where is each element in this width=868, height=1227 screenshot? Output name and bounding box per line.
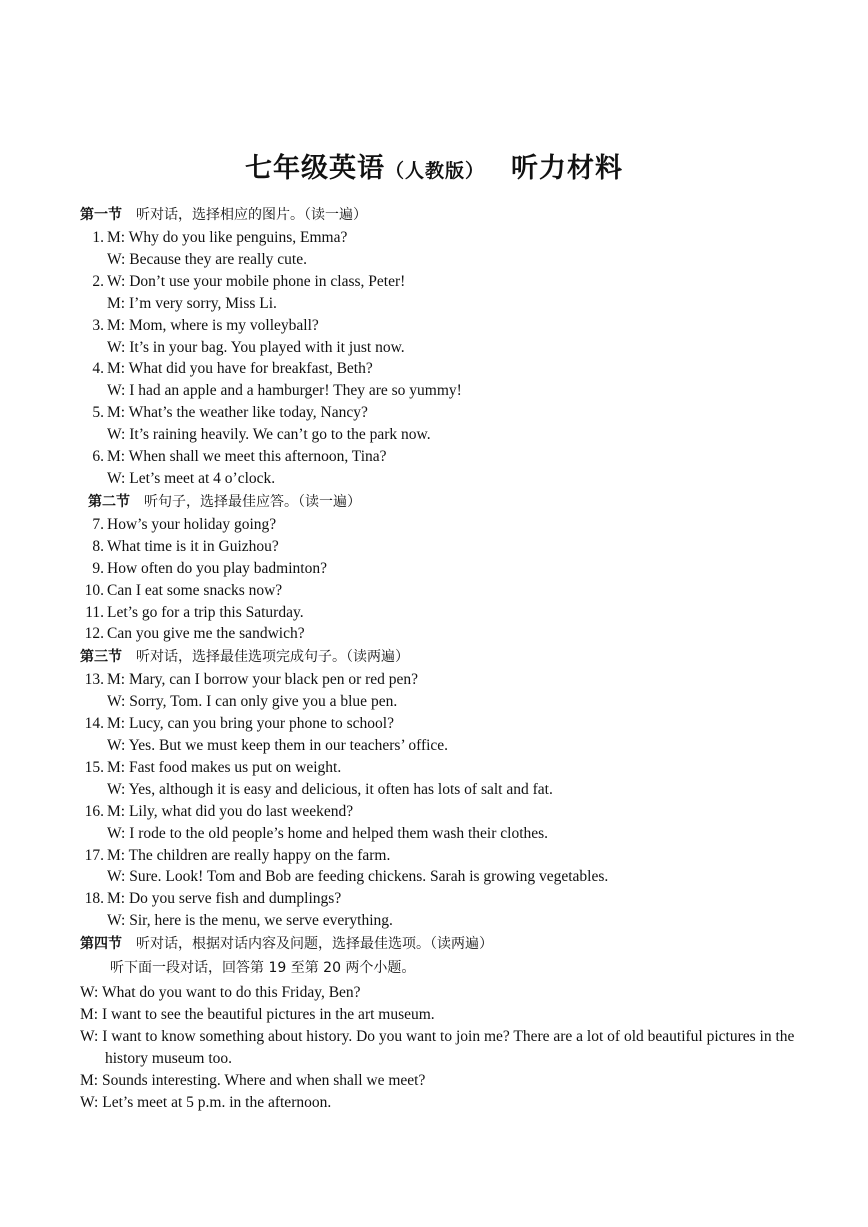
item-number: 14. bbox=[84, 715, 104, 733]
item-line: M: Do you serve fish and dumplings? bbox=[107, 890, 342, 908]
title-edition: （人教版） bbox=[384, 161, 485, 182]
item-line: W: Don’t use your mobile phone in class, Peter! bbox=[107, 272, 406, 290]
item-line: W: Yes. But we must keep them in our teachers’ office. bbox=[107, 737, 449, 755]
item-number: 10. bbox=[84, 581, 104, 599]
item-line: M: What’s the weather like today, Nancy? bbox=[107, 404, 368, 422]
section-1-header bbox=[80, 203, 800, 227]
item-line: M: Lily, what did you do last weekend? bbox=[107, 802, 354, 820]
section-2-header bbox=[80, 490, 800, 514]
item-number: 5. bbox=[92, 404, 104, 422]
item-line: W: It’s in your bag. You played with it just now. bbox=[107, 338, 405, 356]
section-2-instruction: 听句子，选择最佳应答。（读一遍） bbox=[144, 493, 361, 510]
item-line: W: I had an apple and a hamburger! They are so yummy! bbox=[107, 382, 462, 400]
item-line: W: Sir, here is the menu, we serve everything. bbox=[107, 912, 393, 930]
item-number: 9. bbox=[92, 559, 104, 577]
item-number: 8. bbox=[92, 537, 104, 555]
item-line: W: It’s raining heavily. We can’t go to the park now. bbox=[107, 426, 431, 444]
item-line: M: Fast food makes us put on weight. bbox=[107, 758, 342, 776]
item-number: 6. bbox=[92, 448, 104, 466]
dialogue-line: W: Let’s meet at 5 p.m. in the afternoon. bbox=[80, 1093, 332, 1111]
listening-script bbox=[80, 203, 800, 1114]
item-line: M: What did you have for breakfast, Beth? bbox=[107, 360, 373, 378]
section-4-intro: 听下面一段对话，回答第 19 至第 20 两个小题。 bbox=[110, 960, 416, 977]
section-3-name: 第三节 bbox=[80, 649, 122, 666]
section-4-name: 第四节 bbox=[80, 936, 122, 953]
item-line: M: When shall we meet this afternoon, Tina? bbox=[107, 448, 387, 466]
item-number: 4. bbox=[92, 360, 104, 378]
dialogue-line: W: I want to know something about history. Do you want to join me? There are a lot of old beautiful pictures in the history museum too. bbox=[80, 1028, 795, 1067]
item-line: W: Yes, although it is easy and delicious, it often has lots of salt and fat. bbox=[107, 780, 553, 798]
item-line: W: Let’s meet at 4 o’clock. bbox=[107, 469, 276, 487]
item-line: M: Lucy, can you bring your phone to school? bbox=[107, 715, 394, 733]
item-number: 13. bbox=[84, 671, 104, 689]
title-tail: 听力材料 bbox=[511, 153, 623, 183]
item-number: 3. bbox=[92, 316, 104, 334]
item-line: How often do you play badminton? bbox=[107, 559, 327, 577]
item-number: 18. bbox=[84, 890, 104, 908]
section-3-header bbox=[80, 645, 800, 669]
item-line: M: Mary, can I borrow your black pen or red pen? bbox=[107, 671, 419, 689]
section-2-items bbox=[80, 514, 800, 645]
item-line: W: Sure. Look! Tom and Bob are feeding chickens. Sarah is growing vegetables. bbox=[107, 868, 609, 886]
item-line: What time is it in Guizhou? bbox=[107, 537, 279, 555]
item-line: Let’s go for a trip this Saturday. bbox=[107, 603, 304, 621]
dialogue-line: W: What do you want to do this Friday, Ben? bbox=[80, 984, 361, 1002]
dialogue-line: M: I want to see the beautiful pictures in the art museum. bbox=[80, 1006, 435, 1024]
section-3-instruction: 听对话，选择最佳选项完成句子。（读两遍） bbox=[136, 649, 409, 666]
item-line: Can I eat some snacks now? bbox=[107, 581, 283, 599]
item-number: 12. bbox=[84, 625, 104, 643]
item-line: W: Because they are really cute. bbox=[107, 250, 307, 268]
section-1-items bbox=[80, 227, 800, 490]
item-number: 15. bbox=[84, 758, 104, 776]
section-4-header bbox=[80, 932, 800, 956]
section-3-items bbox=[80, 669, 800, 932]
item-line: M: Why do you like penguins, Emma? bbox=[107, 229, 348, 246]
section-1-instruction: 听对话，选择相应的图片。（读一遍） bbox=[136, 207, 367, 223]
item-line: Can you give me the sandwich? bbox=[107, 625, 305, 643]
item-number: 1. bbox=[92, 229, 104, 246]
dialogue-line: M: Sounds interesting. Where and when shall we meet? bbox=[80, 1071, 426, 1089]
section-4-dialogue bbox=[80, 982, 800, 1113]
item-number: 7. bbox=[92, 515, 104, 533]
section-4-instruction: 听对话，根据对话内容及问题，选择最佳选项。（读两遍） bbox=[136, 936, 493, 953]
item-line: M: The children are really happy on the farm. bbox=[107, 846, 391, 864]
item-number: 2. bbox=[92, 272, 104, 290]
item-line: How’s your holiday going? bbox=[107, 515, 277, 533]
item-number: 17. bbox=[84, 846, 104, 864]
item-number: 11. bbox=[85, 603, 104, 621]
item-line: W: Sorry, Tom. I can only give you a blue pen. bbox=[107, 693, 398, 711]
title-main: 七年级英语 bbox=[244, 153, 385, 183]
item-line: M: Mom, where is my volleyball? bbox=[107, 316, 319, 334]
item-line: M: I’m very sorry, Miss Li. bbox=[107, 294, 277, 312]
section-2-name: 第二节 bbox=[88, 493, 130, 510]
item-line: W: I rode to the old people’s home and helped them wash their clothes. bbox=[107, 824, 549, 842]
section-1-name: 第一节 bbox=[80, 207, 122, 223]
page-title bbox=[0, 146, 868, 185]
item-number: 16. bbox=[84, 802, 104, 820]
